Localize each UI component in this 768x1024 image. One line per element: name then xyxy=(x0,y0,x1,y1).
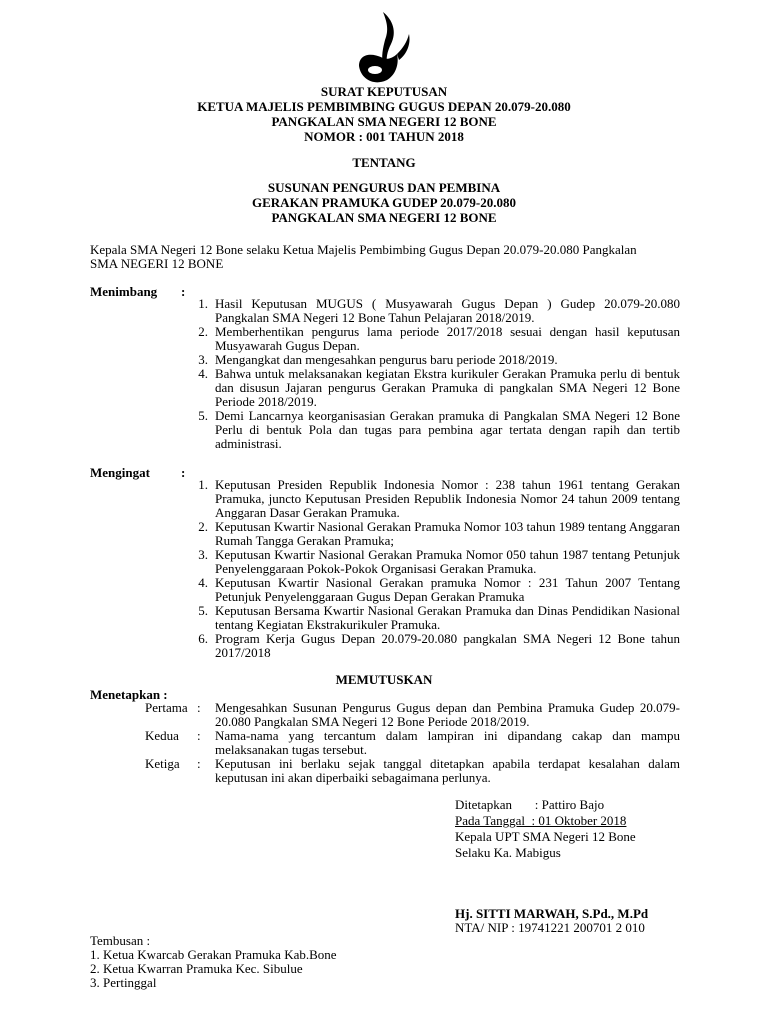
menetapkan-label: Menetapkan : xyxy=(90,687,168,702)
signer-name: Hj. SITTI MARWAH, S.Pd., M.Pd xyxy=(455,906,649,921)
menimbang-label: Menimbang xyxy=(90,284,158,299)
decree-number: NOMOR : 001 TAHUN 2018 xyxy=(304,129,464,144)
signer-position: Kepala UPT SMA Negeri 12 Bone xyxy=(455,829,636,844)
decree-base: PANGKALAN SMA NEGERI 12 BONE xyxy=(271,114,497,129)
intro-line-2: SMA NEGERI 12 BONE xyxy=(90,256,224,271)
ditetapkan-place: Ditetapkan : Pattiro Bajo xyxy=(455,797,605,812)
pramuka-logo xyxy=(353,8,413,88)
menimbang-num: 5. xyxy=(198,408,208,423)
ditetapkan-date: Pada Tanggal : 01 Oktober 2018 xyxy=(455,813,627,828)
tentang-heading: TENTANG xyxy=(352,155,416,170)
mengingat-item: Keputusan Kwartir Nasional Gerakan Pramuka Nomor 103 tahun 1989 tentang Anggaran Rumah Tangga Gerakan Pramuka; xyxy=(215,519,680,548)
mengingat-num: 3. xyxy=(198,547,208,562)
menimbang-item: Mengangkat dan mengesahkan pengurus baru periode 2018/2019. xyxy=(215,352,558,367)
menimbang-num: 1. xyxy=(198,296,208,311)
intro-line-1: Kepala SMA Negeri 12 Bone selaku Ketua Majelis Pembimbing Gugus Depan 20.079-20.080 Pangkalan xyxy=(90,242,637,257)
menimbang-num: 3. xyxy=(198,352,208,367)
signer-nip: NTA/ NIP : 19741221 200701 2 010 xyxy=(455,920,645,935)
menimbang-item: Demi Lancarnya keorganisasian Gerakan pramuka di Pangkalan SMA Negeri 12 Bone Perlu di bentuk Pola dan tugas para pembina agar tertata dengan rapih dan tertib administrasi. xyxy=(215,408,680,451)
mengingat-item: Keputusan Kwartir Nasional Gerakan pramuka Nomor : 231 Tahun 2007 Tentang Petunjuk Penyelenggaraan Gugus Depan Gerakan Pramuka xyxy=(215,575,680,604)
menimbang-item: Hasil Keputusan MUGUS ( Musyawarah Gugus Depan ) Gudep 20.079-20.080 Pangkalan SMA Negeri 12 Bone Tahun Pelajaran 2018/2019. xyxy=(215,296,680,325)
mengingat-num: 1. xyxy=(198,477,208,492)
decree-issuer: KETUA MAJELIS PEMBIMBING GUGUS DEPAN 20.079-20.080 xyxy=(197,99,571,114)
menetapkan-colon: : xyxy=(197,756,201,771)
mengingat-label: Mengingat xyxy=(90,465,150,480)
subject-line-1: SUSUNAN PENGURUS DAN PEMBINA xyxy=(267,180,501,195)
mengingat-item: Program Kerja Gugus Depan 20.079-20.080 pangkalan SMA Negeri 12 Bone tahun 2017/2018 xyxy=(215,631,680,660)
tembusan-item: 3. Pertinggal xyxy=(90,975,157,990)
menetapkan-colon: : xyxy=(197,700,201,715)
tembusan-item: 2. Ketua Kwarran Pramuka Kec. Sibulue xyxy=(90,961,303,976)
mengingat-item: Keputusan Bersama Kwartir Nasional Gerakan Pramuka dan Dinas Pendidikan Nasional tentang Kegiatan Ekstrakurikuler Pramuka. xyxy=(215,603,680,632)
menetapkan-colon: : xyxy=(197,728,201,743)
menetapkan-text-pertama: Mengesahkan Susunan Pengurus Gugus depan dan Pembina Pramuka Gudep 20.079-20.080 Pangkalan SMA Negeri 12 Bone Periode 2018/2019. xyxy=(215,700,680,729)
mengingat-num: 2. xyxy=(198,519,208,534)
mengingat-num: 4. xyxy=(198,575,208,590)
menetapkan-key-ketiga: Ketiga xyxy=(145,756,180,771)
menimbang-num: 2. xyxy=(198,324,208,339)
subject-line-2: GERAKAN PRAMUKA GUDEP 20.079-20.080 xyxy=(252,195,516,210)
mengingat-colon: : xyxy=(181,465,186,480)
menetapkan-key-kedua: Kedua xyxy=(145,728,179,743)
signer-role: Selaku Ka. Mabigus xyxy=(455,845,561,860)
mengingat-item: Keputusan Presiden Republik Indonesia Nomor : 238 tahun 1961 tentang Gerakan Pramuka, juncto Keputusan Presiden Republik Indonesia Nomor 24 tahun 2009 tentang Anggaran Dasar Gerakan Pramuka. xyxy=(215,477,680,520)
mengingat-item: Keputusan Kwartir Nasional Gerakan Pramuka Nomor 050 tahun 1987 tentang Petunjuk Penyelenggaraan Pokok-Pokok Organisasi Gerakan Pramuka. xyxy=(215,547,680,576)
memutuskan-heading: MEMUTUSKAN xyxy=(335,672,433,687)
menetapkan-key-pertama: Pertama xyxy=(145,700,188,715)
decree-title: SURAT KEPUTUSAN xyxy=(320,84,448,99)
menetapkan-text-kedua: Nama-nama yang tercantum dalam lampiran ini dipandang cakap dan mampu melaksanakan tugas tersebut. xyxy=(215,728,680,757)
menimbang-num: 4. xyxy=(198,366,208,381)
mengingat-num: 6. xyxy=(198,631,208,646)
menimbang-item: Bahwa untuk melaksanakan kegiatan Ekstra kurikuler Gerakan Pramuka perlu di bentuk dan disusun Jajaran pengurus Gerakan Pramuka di pangkalan SMA Negeri 12 Bone Periode 2018/2019. xyxy=(215,366,680,409)
menetapkan-text-ketiga: Keputusan ini berlaku sejak tanggal ditetapkan apabila terdapat kesalahan dalam keputusan ini akan diperbaiki sebagaimana perlunya. xyxy=(215,756,680,785)
mengingat-num: 5. xyxy=(198,603,208,618)
tembusan-label: Tembusan : xyxy=(90,933,151,948)
menimbang-colon: : xyxy=(181,284,186,299)
tembusan-item: 1. Ketua Kwarcab Gerakan Pramuka Kab.Bone xyxy=(90,947,337,962)
menimbang-item: Memberhentikan pengurus lama periode 2017/2018 sesuai dengan hasil keputusan Musyawarah Gugus Depan. xyxy=(215,324,680,353)
subject-line-3: PANGKALAN SMA NEGERI 12 BONE xyxy=(271,210,497,225)
